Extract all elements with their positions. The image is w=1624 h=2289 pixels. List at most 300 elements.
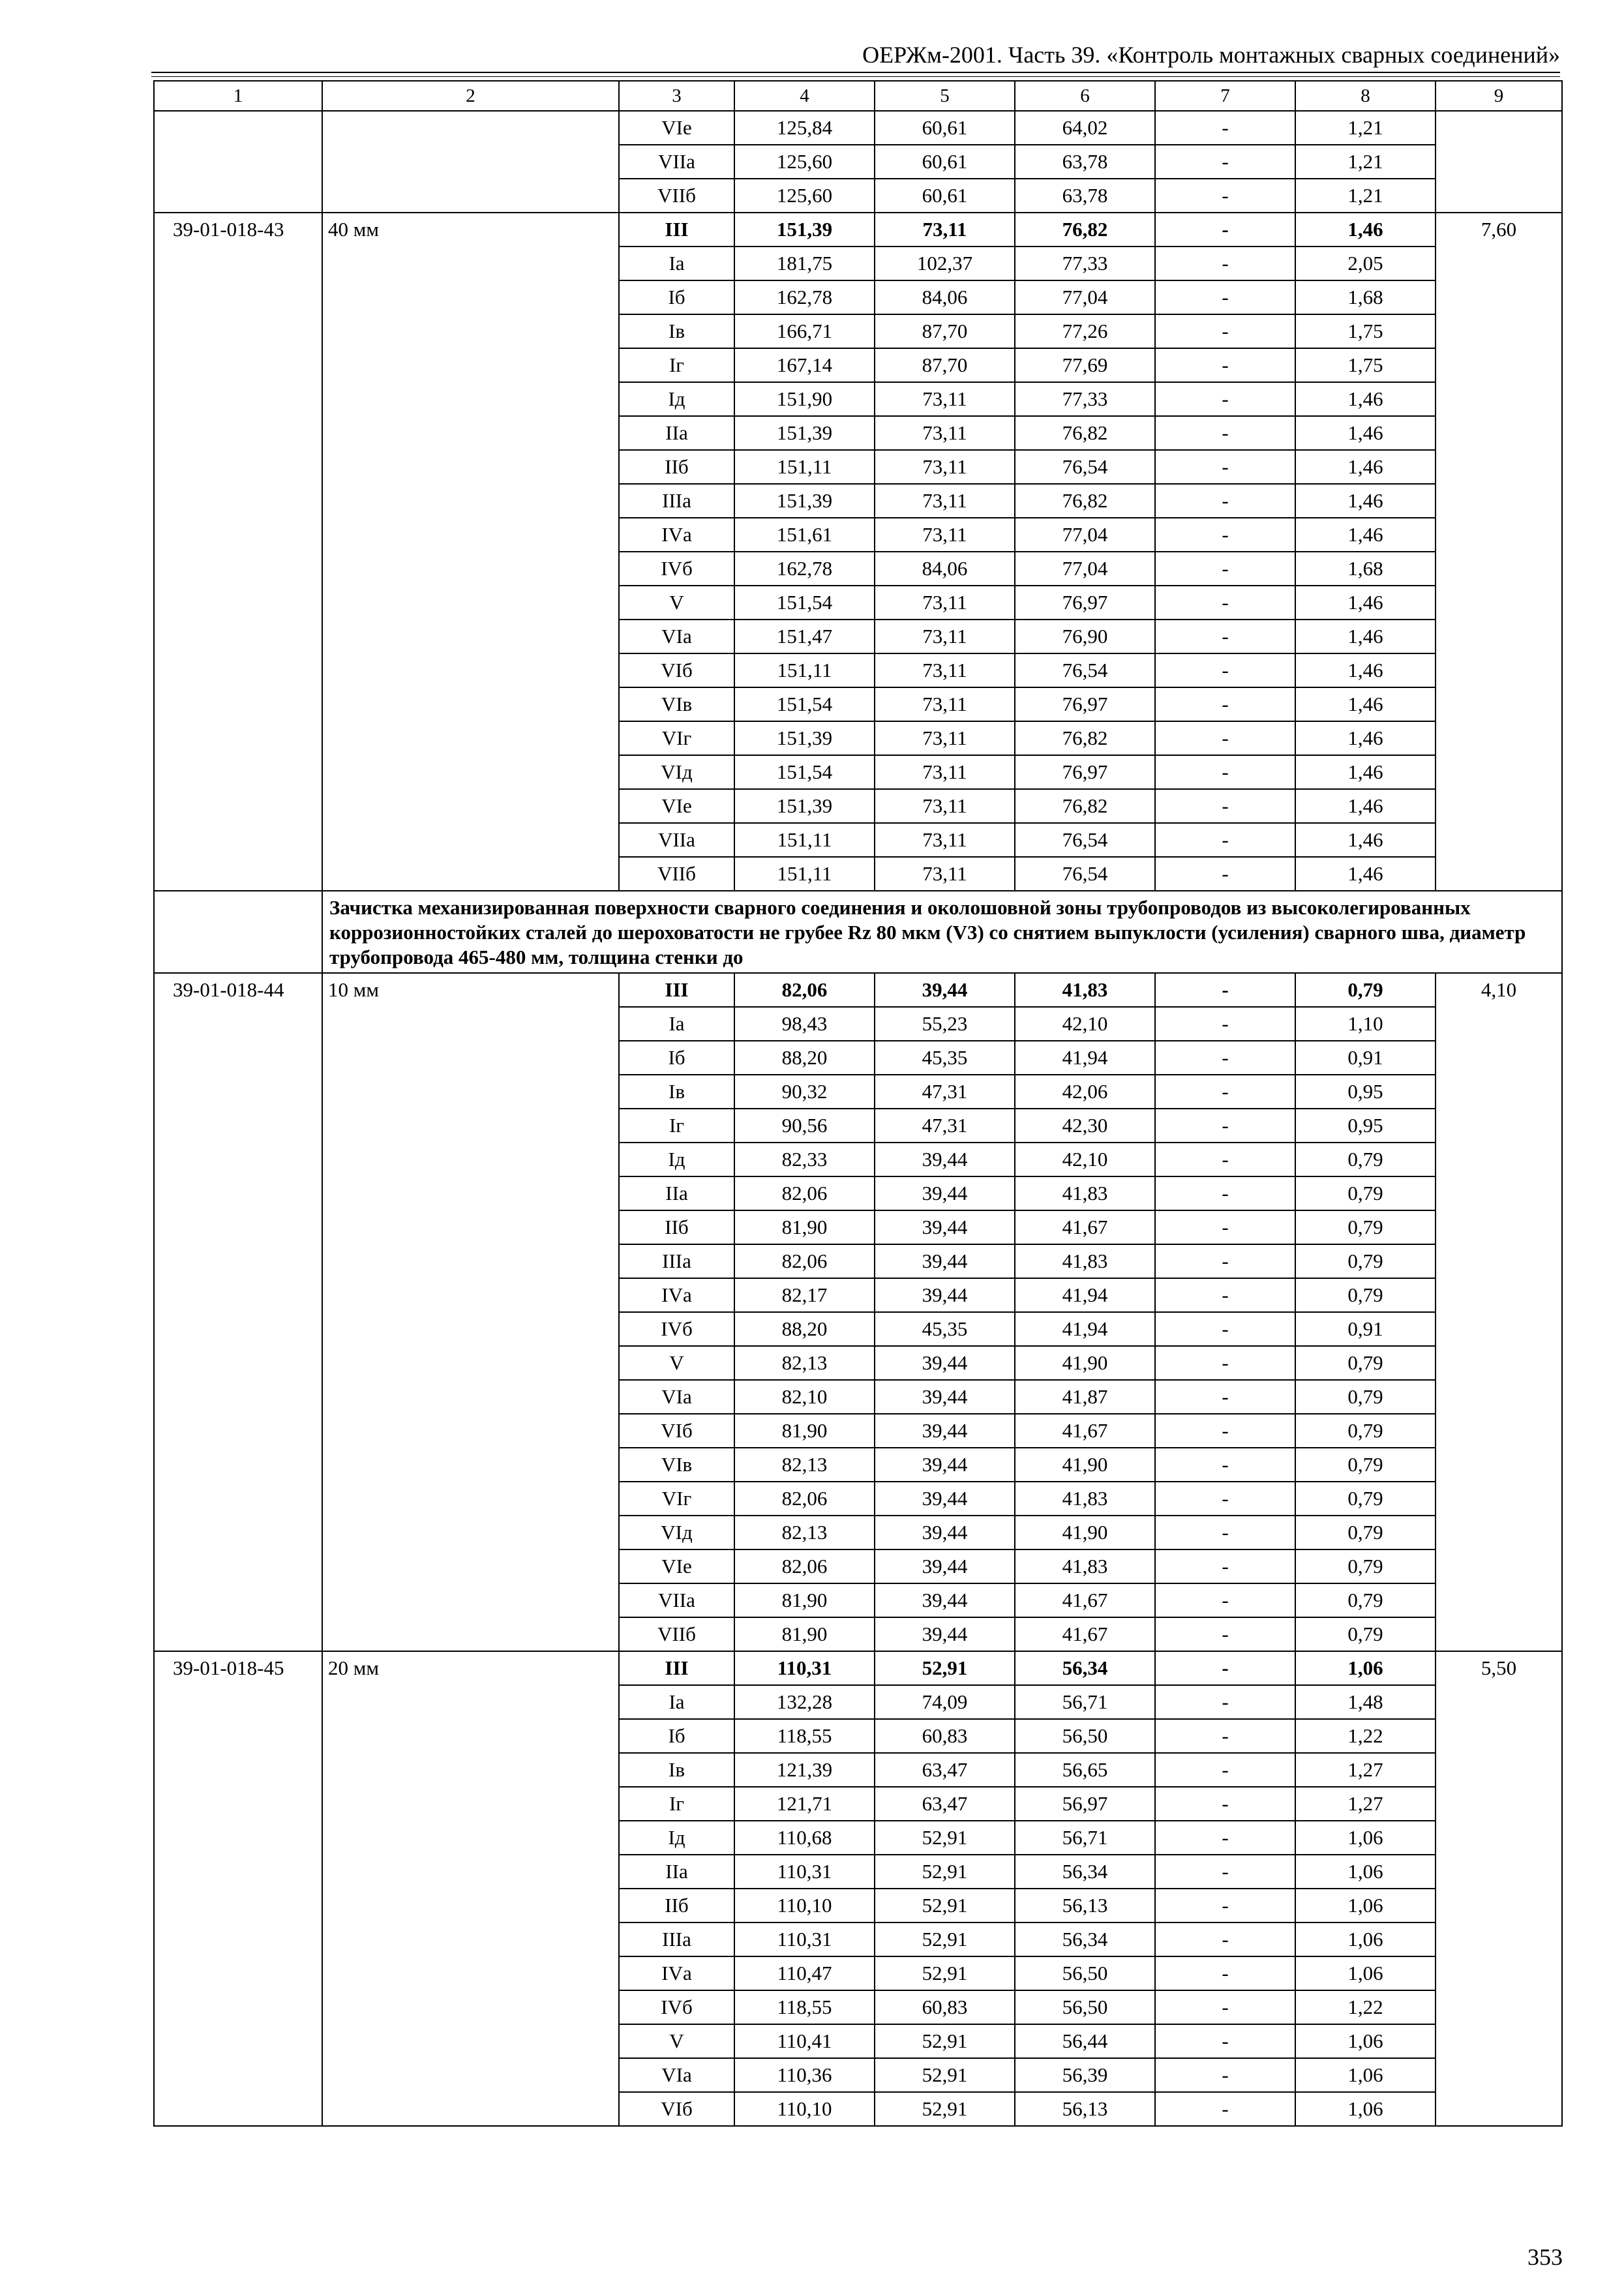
thickness-cell xyxy=(322,823,619,857)
table-row xyxy=(154,1346,1562,1380)
column-number: 1 xyxy=(154,81,322,111)
total-cell xyxy=(1436,1041,1562,1075)
total-cell xyxy=(1436,1821,1562,1855)
total-cell xyxy=(1436,1109,1562,1143)
value-cell: 1,46 xyxy=(1295,620,1436,653)
table-row xyxy=(154,1617,1562,1651)
value-cell: - xyxy=(1155,755,1295,789)
total-cell xyxy=(1436,1007,1562,1041)
value-cell: - xyxy=(1155,450,1295,484)
value-cell: 110,68 xyxy=(734,1821,875,1855)
code-cell xyxy=(154,1210,322,1244)
value-cell: 125,60 xyxy=(734,145,875,179)
total-cell: 4,10 xyxy=(1436,973,1562,1007)
value-cell: - xyxy=(1155,1041,1295,1075)
code-cell xyxy=(154,1787,322,1821)
value-cell: 77,04 xyxy=(1015,518,1155,552)
value-cell: 1,06 xyxy=(1295,1956,1436,1990)
value-cell: VIIа xyxy=(619,823,734,857)
value-cell: 41,83 xyxy=(1015,1176,1155,1210)
code-cell xyxy=(154,111,322,145)
value-cell: 1,46 xyxy=(1295,823,1436,857)
value-cell: 41,90 xyxy=(1015,1448,1155,1482)
total-cell xyxy=(1436,1143,1562,1176)
thickness-cell xyxy=(322,179,619,213)
value-cell: 0,79 xyxy=(1295,1143,1436,1176)
table-row xyxy=(154,1753,1562,1787)
value-cell: 87,70 xyxy=(875,314,1015,348)
value-cell: - xyxy=(1155,1685,1295,1719)
code-cell xyxy=(154,2024,322,2058)
value-cell: 1,27 xyxy=(1295,1787,1436,1821)
value-cell: 39,44 xyxy=(875,1516,1015,1549)
table-row xyxy=(154,1956,1562,1990)
value-cell: 0,79 xyxy=(1295,1448,1436,1482)
value-cell: 90,32 xyxy=(734,1075,875,1109)
value-cell: 151,39 xyxy=(734,789,875,823)
value-cell: - xyxy=(1155,1414,1295,1448)
value-cell: 52,91 xyxy=(875,1651,1015,1685)
value-cell: 55,23 xyxy=(875,1007,1015,1041)
value-cell: VIд xyxy=(619,755,734,789)
value-cell: 41,94 xyxy=(1015,1312,1155,1346)
value-cell: VIг xyxy=(619,721,734,755)
value-cell: - xyxy=(1155,1787,1295,1821)
code-cell xyxy=(154,280,322,314)
thickness-cell xyxy=(322,450,619,484)
value-cell: 56,13 xyxy=(1015,2092,1155,2126)
total-cell xyxy=(1436,552,1562,586)
value-cell: 41,94 xyxy=(1015,1278,1155,1312)
value-cell: 73,11 xyxy=(875,416,1015,450)
code-cell xyxy=(154,416,322,450)
code-cell xyxy=(154,179,322,213)
value-cell: - xyxy=(1155,1176,1295,1210)
value-cell: - xyxy=(1155,789,1295,823)
value-cell: - xyxy=(1155,484,1295,518)
value-cell: 41,83 xyxy=(1015,1549,1155,1583)
value-cell: 1,06 xyxy=(1295,1651,1436,1685)
column-number: 9 xyxy=(1436,81,1562,111)
value-cell: 73,11 xyxy=(875,484,1015,518)
table-row xyxy=(154,1583,1562,1617)
value-cell: 60,61 xyxy=(875,179,1015,213)
thickness-cell xyxy=(322,416,619,450)
thickness-cell xyxy=(322,2024,619,2058)
column-number: 4 xyxy=(734,81,875,111)
value-cell: 47,31 xyxy=(875,1109,1015,1143)
table-row xyxy=(154,1922,1562,1956)
total-cell xyxy=(1436,2024,1562,2058)
total-cell xyxy=(1436,687,1562,721)
value-cell: VIIб xyxy=(619,857,734,891)
value-cell: 60,61 xyxy=(875,145,1015,179)
value-cell: VIб xyxy=(619,653,734,687)
value-cell: Iа xyxy=(619,247,734,280)
value-cell: IVа xyxy=(619,518,734,552)
header-rule xyxy=(151,72,1560,77)
value-cell: 63,78 xyxy=(1015,145,1155,179)
thickness-cell xyxy=(322,348,619,382)
thickness-cell xyxy=(322,620,619,653)
code-cell xyxy=(154,1922,322,1956)
thickness-cell xyxy=(322,1278,619,1312)
code-cell xyxy=(154,2058,322,2092)
code-cell xyxy=(154,620,322,653)
value-cell: 42,06 xyxy=(1015,1075,1155,1109)
value-cell: 39,44 xyxy=(875,1549,1015,1583)
value-cell: 76,82 xyxy=(1015,213,1155,247)
code-cell xyxy=(154,1176,322,1210)
code-cell xyxy=(154,1685,322,1719)
value-cell: - xyxy=(1155,314,1295,348)
total-cell xyxy=(1436,721,1562,755)
thickness-cell xyxy=(322,1617,619,1651)
value-cell: 162,78 xyxy=(734,280,875,314)
total-cell xyxy=(1436,1482,1562,1516)
value-cell: 47,31 xyxy=(875,1075,1015,1109)
value-cell: 82,06 xyxy=(734,1176,875,1210)
total-cell xyxy=(1436,1787,1562,1821)
value-cell: 76,90 xyxy=(1015,620,1155,653)
value-cell: 110,10 xyxy=(734,1889,875,1922)
value-cell: - xyxy=(1155,1922,1295,1956)
table-row xyxy=(154,1041,1562,1075)
column-number: 5 xyxy=(875,81,1015,111)
value-cell: 1,46 xyxy=(1295,687,1436,721)
total-cell xyxy=(1436,348,1562,382)
total-cell xyxy=(1436,450,1562,484)
value-cell: 151,61 xyxy=(734,518,875,552)
total-cell xyxy=(1436,1685,1562,1719)
value-cell: 0,79 xyxy=(1295,1380,1436,1414)
value-cell: 84,06 xyxy=(875,552,1015,586)
value-cell: - xyxy=(1155,1719,1295,1753)
table-row xyxy=(154,213,1562,247)
value-cell: 76,97 xyxy=(1015,687,1155,721)
value-cell: 56,71 xyxy=(1015,1821,1155,1855)
value-cell: 56,39 xyxy=(1015,2058,1155,2092)
code-cell xyxy=(154,1889,322,1922)
table-row xyxy=(154,653,1562,687)
value-cell: 73,11 xyxy=(875,755,1015,789)
total-cell xyxy=(1436,857,1562,891)
value-cell: IVа xyxy=(619,1278,734,1312)
code-cell xyxy=(154,1414,322,1448)
value-cell: - xyxy=(1155,1210,1295,1244)
value-cell: 110,41 xyxy=(734,2024,875,2058)
thickness-cell xyxy=(322,1821,619,1855)
value-cell: 118,55 xyxy=(734,1990,875,2024)
value-cell: 77,33 xyxy=(1015,247,1155,280)
value-cell: 151,11 xyxy=(734,450,875,484)
value-cell: 1,06 xyxy=(1295,2058,1436,2092)
value-cell: - xyxy=(1155,1651,1295,1685)
value-cell: 1,21 xyxy=(1295,179,1436,213)
value-cell: 76,82 xyxy=(1015,789,1155,823)
value-cell: VIIб xyxy=(619,179,734,213)
value-cell: 41,67 xyxy=(1015,1414,1155,1448)
value-cell: - xyxy=(1155,1855,1295,1889)
value-cell: 41,67 xyxy=(1015,1210,1155,1244)
value-cell: 1,46 xyxy=(1295,450,1436,484)
total-cell xyxy=(1436,314,1562,348)
value-cell: 56,13 xyxy=(1015,1889,1155,1922)
value-cell: 1,46 xyxy=(1295,789,1436,823)
total-cell xyxy=(1436,653,1562,687)
value-cell: VIе xyxy=(619,789,734,823)
value-cell: 39,44 xyxy=(875,973,1015,1007)
total-cell xyxy=(1436,111,1562,145)
value-cell: 56,97 xyxy=(1015,1787,1155,1821)
value-cell: 73,11 xyxy=(875,382,1015,416)
value-cell: 1,46 xyxy=(1295,484,1436,518)
value-cell: 0,95 xyxy=(1295,1075,1436,1109)
value-cell: - xyxy=(1155,1007,1295,1041)
value-cell: - xyxy=(1155,653,1295,687)
value-cell: Iб xyxy=(619,1719,734,1753)
value-cell: 77,04 xyxy=(1015,552,1155,586)
value-cell: IIIа xyxy=(619,1922,734,1956)
total-cell xyxy=(1436,145,1562,179)
value-cell: 41,83 xyxy=(1015,973,1155,1007)
thickness-cell xyxy=(322,145,619,179)
thickness-cell xyxy=(322,2058,619,2092)
table-row xyxy=(154,1787,1562,1821)
thickness-cell xyxy=(322,1516,619,1549)
table-row xyxy=(154,1210,1562,1244)
total-cell xyxy=(1436,1549,1562,1583)
value-cell: 82,06 xyxy=(734,1244,875,1278)
thickness-cell xyxy=(322,111,619,145)
value-cell: 0,79 xyxy=(1295,1210,1436,1244)
value-cell: 41,83 xyxy=(1015,1244,1155,1278)
thickness-cell xyxy=(322,1346,619,1380)
table-row xyxy=(154,2092,1562,2126)
value-cell: 1,75 xyxy=(1295,348,1436,382)
value-cell: 41,90 xyxy=(1015,1516,1155,1549)
code-cell xyxy=(154,247,322,280)
value-cell: 151,39 xyxy=(734,213,875,247)
value-cell: 1,46 xyxy=(1295,857,1436,891)
value-cell: 60,83 xyxy=(875,1719,1015,1753)
table-row xyxy=(154,1685,1562,1719)
value-cell: 125,60 xyxy=(734,179,875,213)
value-cell: 0,79 xyxy=(1295,1244,1436,1278)
total-cell xyxy=(1436,382,1562,416)
value-cell: 1,46 xyxy=(1295,586,1436,620)
value-cell: IIа xyxy=(619,1176,734,1210)
value-cell: III xyxy=(619,1651,734,1685)
table-row xyxy=(154,857,1562,891)
total-cell xyxy=(1436,484,1562,518)
value-cell: 121,71 xyxy=(734,1787,875,1821)
value-cell: 73,11 xyxy=(875,653,1015,687)
value-cell: 1,46 xyxy=(1295,213,1436,247)
code-cell xyxy=(154,789,322,823)
value-cell: 0,95 xyxy=(1295,1109,1436,1143)
total-cell xyxy=(1436,1346,1562,1380)
value-cell: 52,91 xyxy=(875,2092,1015,2126)
table-row xyxy=(154,1482,1562,1516)
value-cell: 56,50 xyxy=(1015,1956,1155,1990)
value-cell: - xyxy=(1155,213,1295,247)
code-cell xyxy=(154,314,322,348)
value-cell: 0,79 xyxy=(1295,1617,1436,1651)
code-cell xyxy=(154,1075,322,1109)
total-cell xyxy=(1436,518,1562,552)
table-row xyxy=(154,721,1562,755)
value-cell: - xyxy=(1155,518,1295,552)
table-row xyxy=(154,1312,1562,1346)
value-cell: - xyxy=(1155,247,1295,280)
value-cell: 73,11 xyxy=(875,857,1015,891)
table-row xyxy=(154,518,1562,552)
value-cell: 88,20 xyxy=(734,1041,875,1075)
code-cell xyxy=(154,484,322,518)
total-cell xyxy=(1436,1855,1562,1889)
value-cell: - xyxy=(1155,620,1295,653)
value-cell: 2,05 xyxy=(1295,247,1436,280)
value-cell: - xyxy=(1155,721,1295,755)
code-cell xyxy=(154,348,322,382)
value-cell: 41,83 xyxy=(1015,1482,1155,1516)
code-cell xyxy=(154,1990,322,2024)
value-cell: 56,34 xyxy=(1015,1651,1155,1685)
value-cell: 39,44 xyxy=(875,1448,1015,1482)
value-cell: - xyxy=(1155,1448,1295,1482)
value-cell: - xyxy=(1155,1821,1295,1855)
total-cell xyxy=(1436,1448,1562,1482)
table-row xyxy=(154,314,1562,348)
table-row xyxy=(154,1075,1562,1109)
value-cell: 73,11 xyxy=(875,687,1015,721)
thickness-cell xyxy=(322,1176,619,1210)
value-cell: 110,31 xyxy=(734,1651,875,1685)
value-cell: 82,13 xyxy=(734,1448,875,1482)
value-cell: 39,44 xyxy=(875,1244,1015,1278)
value-cell: 1,46 xyxy=(1295,721,1436,755)
column-number: 8 xyxy=(1295,81,1436,111)
value-cell: 73,11 xyxy=(875,721,1015,755)
code-cell: 39-01-018-43 xyxy=(154,213,322,247)
thickness-cell xyxy=(322,1990,619,2024)
value-cell: 39,44 xyxy=(875,1617,1015,1651)
code-cell xyxy=(154,1041,322,1075)
table-row xyxy=(154,552,1562,586)
table-row xyxy=(154,823,1562,857)
value-cell: 45,35 xyxy=(875,1312,1015,1346)
total-cell xyxy=(1436,1244,1562,1278)
page-header xyxy=(151,40,1560,72)
table-row xyxy=(154,382,1562,416)
thickness-cell xyxy=(322,518,619,552)
value-cell: 132,28 xyxy=(734,1685,875,1719)
value-cell: 1,46 xyxy=(1295,382,1436,416)
total-cell xyxy=(1436,247,1562,280)
total-cell: 5,50 xyxy=(1436,1651,1562,1685)
thickness-cell xyxy=(322,1787,619,1821)
value-cell: 1,06 xyxy=(1295,1922,1436,1956)
value-cell: 56,34 xyxy=(1015,1855,1155,1889)
thickness-cell xyxy=(322,1889,619,1922)
table-row xyxy=(154,1380,1562,1414)
table-row xyxy=(154,1549,1562,1583)
value-cell: - xyxy=(1155,2058,1295,2092)
value-cell: 52,91 xyxy=(875,1922,1015,1956)
thickness-cell xyxy=(322,382,619,416)
value-cell: 1,27 xyxy=(1295,1753,1436,1787)
value-cell: - xyxy=(1155,1583,1295,1617)
table-row xyxy=(154,1855,1562,1889)
value-cell: VIв xyxy=(619,687,734,721)
table-row xyxy=(154,1719,1562,1753)
value-cell: V xyxy=(619,586,734,620)
value-cell: 41,90 xyxy=(1015,1346,1155,1380)
value-cell: - xyxy=(1155,348,1295,382)
thickness-cell xyxy=(322,1414,619,1448)
code-cell xyxy=(154,721,322,755)
code-cell xyxy=(154,1312,322,1346)
value-cell: VIIа xyxy=(619,1583,734,1617)
value-cell: - xyxy=(1155,111,1295,145)
thickness-cell xyxy=(322,687,619,721)
value-cell: - xyxy=(1155,145,1295,179)
value-cell: 63,47 xyxy=(875,1753,1015,1787)
code-cell xyxy=(154,1007,322,1041)
table-row xyxy=(154,1414,1562,1448)
value-cell: 76,54 xyxy=(1015,857,1155,891)
table-row xyxy=(154,1007,1562,1041)
thickness-cell xyxy=(322,552,619,586)
value-cell: 102,37 xyxy=(875,247,1015,280)
table-row xyxy=(154,1176,1562,1210)
thickness-cell xyxy=(322,1685,619,1719)
value-cell: 41,67 xyxy=(1015,1617,1155,1651)
value-cell: 82,10 xyxy=(734,1380,875,1414)
value-cell: 81,90 xyxy=(734,1414,875,1448)
thickness-cell xyxy=(322,1380,619,1414)
value-cell: 1,06 xyxy=(1295,1889,1436,1922)
total-cell xyxy=(1436,1176,1562,1210)
value-cell: 82,17 xyxy=(734,1278,875,1312)
value-cell: 56,50 xyxy=(1015,1719,1155,1753)
value-cell: 76,82 xyxy=(1015,416,1155,450)
table-row xyxy=(154,1889,1562,1922)
value-cell: - xyxy=(1155,1380,1295,1414)
value-cell: - xyxy=(1155,1143,1295,1176)
thickness-cell xyxy=(322,1109,619,1143)
thickness-cell xyxy=(322,857,619,891)
value-cell: 76,82 xyxy=(1015,721,1155,755)
thickness-cell xyxy=(322,586,619,620)
value-cell: 110,36 xyxy=(734,2058,875,2092)
table-row xyxy=(154,755,1562,789)
table-row xyxy=(154,973,1562,1007)
value-cell: III xyxy=(619,213,734,247)
value-cell: III xyxy=(619,973,734,1007)
value-cell: Iд xyxy=(619,1143,734,1176)
value-cell: 110,31 xyxy=(734,1855,875,1889)
value-cell: VIг xyxy=(619,1482,734,1516)
value-cell: 73,11 xyxy=(875,586,1015,620)
code-cell xyxy=(154,1956,322,1990)
value-cell: 1,46 xyxy=(1295,416,1436,450)
thickness-cell xyxy=(322,1448,619,1482)
thickness-cell xyxy=(322,1956,619,1990)
section-code-cell xyxy=(154,891,322,973)
code-cell xyxy=(154,1143,322,1176)
